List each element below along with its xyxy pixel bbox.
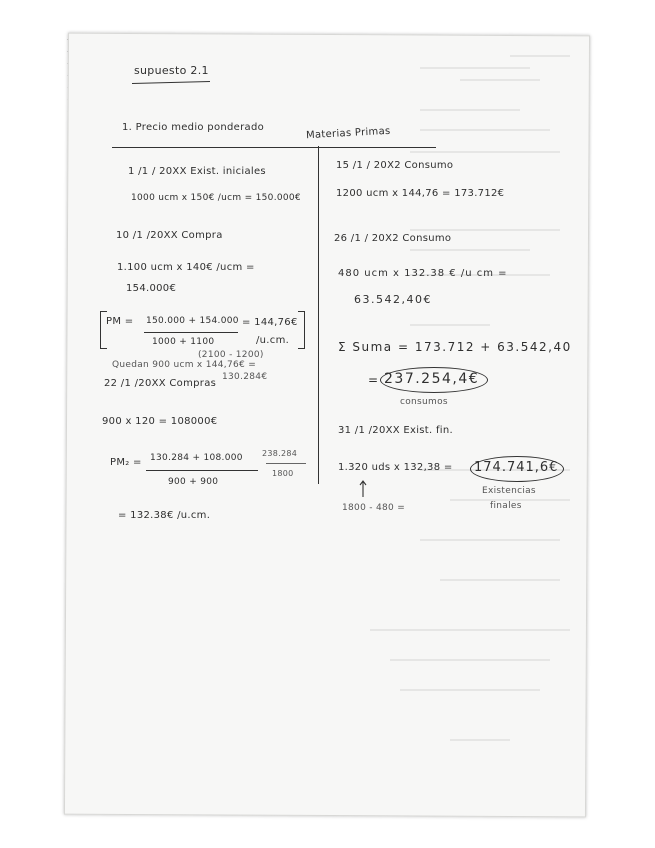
- pm-label: PM =: [106, 316, 134, 327]
- pm2-denominator: 900 + 900: [168, 477, 219, 487]
- pm-side-note: (2100 - 1200): [198, 350, 264, 360]
- pm2-side-bar: [266, 463, 306, 464]
- sum-value: 237.254,4€: [384, 371, 480, 387]
- pm2-side-numerator: 238.284: [262, 449, 298, 458]
- entry-compras-title: 22 /1 /20XX Compras: [104, 378, 217, 389]
- entry-compra-result: 154.000€: [126, 283, 177, 294]
- entry-compra-calc: 1.100 ucm x 140€ /ucm =: [117, 262, 255, 273]
- entry-compras-calc: 900 x 120 = 108000€: [102, 416, 218, 427]
- exist-fin-subcalc: 1800 - 480 =: [342, 503, 406, 513]
- section-heading: 1. Precio medio ponderado: [122, 122, 265, 133]
- pm2-numerator: 130.284 + 108.000: [150, 453, 243, 463]
- t-account-top-line: [112, 147, 436, 148]
- page-title: supuesto 2.1: [134, 64, 209, 77]
- entry-consumo1-title: 15 /1 / 20X2 Consumo: [336, 160, 454, 171]
- entry-consumo1-calc: 1200 ucm x 144,76 = 173.712€: [336, 188, 505, 199]
- pm2-label: PM₂ =: [110, 457, 142, 468]
- header-materias-primas: Materias Primas: [305, 125, 391, 142]
- exist-fin-note-2: finales: [490, 501, 522, 511]
- pm-unit: /u.cm.: [256, 335, 290, 346]
- entry-consumo2-title: 26 /1 / 20X2 Consumo: [334, 233, 452, 244]
- pm-denominator: 1000 + 1100: [152, 337, 215, 347]
- entry-exist-iniciales-calc: 1000 ucm x 150€ /ucm = 150.000€: [131, 193, 301, 203]
- pm2-fraction-bar: [146, 470, 258, 471]
- entry-consumo2-calc: 480 ucm x 132.38 € /u cm =: [338, 268, 508, 279]
- exist-fin-note-1: Existencias: [482, 486, 536, 496]
- entry-consumo2-result: 63.542,40€: [354, 293, 432, 306]
- quedan-note: Quedan 900 ucm x 144,76€ =: [112, 360, 257, 370]
- arrow-up-icon: [358, 478, 368, 498]
- pm2-side-denominator: 1800: [272, 469, 294, 478]
- entry-exist-fin-calc: 1.320 uds x 132,38 =: [338, 462, 453, 473]
- pm2-result: = 132.38€ /u.cm.: [118, 510, 211, 521]
- pm-bracket-right: [298, 311, 305, 349]
- sum-note: consumos: [400, 397, 448, 407]
- sum-equals: =: [368, 373, 379, 387]
- quedan-value: 130.284€: [222, 372, 268, 382]
- pm-fraction-bar: [144, 332, 238, 333]
- t-account-divider: [318, 146, 319, 484]
- entry-exist-iniciales-title: 1 /1 / 20XX Exist. iniciales: [128, 166, 266, 177]
- entry-compra-title: 10 /1 /20XX Compra: [116, 230, 223, 241]
- sum-line: Σ Suma = 173.712 + 63.542,40: [338, 340, 572, 354]
- exist-fin-value: 174.741,6€: [474, 460, 559, 475]
- entry-exist-fin-title: 31 /1 /20XX Exist. fin.: [338, 425, 454, 436]
- pm-numerator: 150.000 + 154.000: [146, 316, 239, 326]
- pm-result: = 144,76€: [242, 317, 298, 328]
